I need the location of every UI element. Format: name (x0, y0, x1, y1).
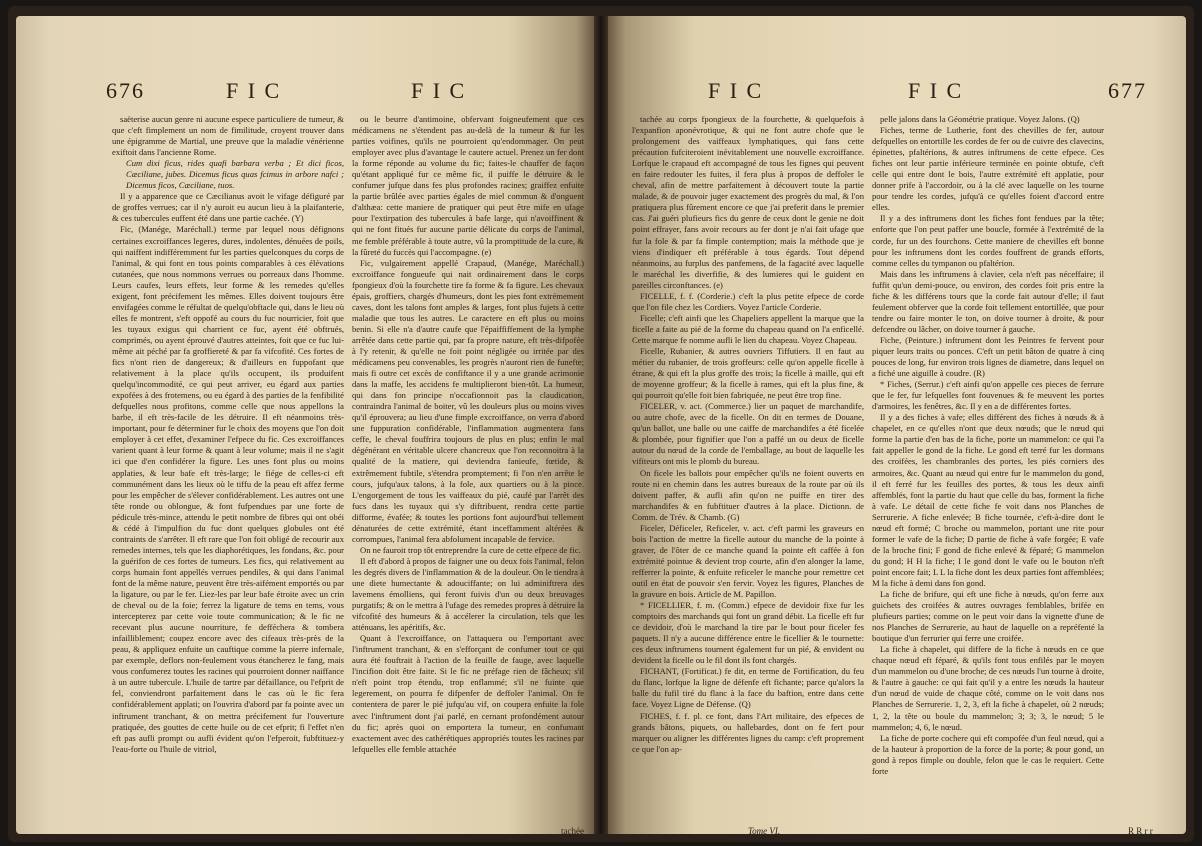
paragraph: Il y a apparence que ce Cæcilianus avoit le vifage défiguré par de groffes verrues; car il n'y auroit eu aucun lieu à la plaifanterie, & ces tubercules euffent été dans une partie cachée. (Y) (112, 191, 344, 224)
paragraph: Quant à l'excroiffance, on l'attaquera ou l'emportant avec l'inftrument tranchant, & en s'efforçant de confumer tout ce qui aura été fouftrait à l'action de la feuille de fauge, avec laquelle l'incifion doit être faite. Si le fic ne préfage rien de fâcheux; s'il n'eft point trop étendu, trop enflammé; s'il ne fuinte que legerement, on pourra fe difpenfer de deffoler l'animal. On fe contentera de parer le pié jufqu'au vif, on coupera enfuite la fole avec l'inftrument dont j'ai parlé, en cernant profondément autour du fic; après quoi on emportera la tumeur, en confumant exactement avec des cathérétiques appropriés toutes les racines par lefquelles elle femble attachée (352, 633, 584, 754)
paragraph: Fic, vulgairement appellé Crapaud, (Manége, Maréchall.) excroiffance fongueufe qui nait ordinairement dans le corps fpongieux d'où la fourchette tire fa forme & fa figure. Les chevaux épais, groffiers, chargés d'humeurs, dont les pies font extrémement caves, dont les talons font amples & larges, font plus fujets à cette maladie que tous les autres. Le caractere en eft plus ou moins benin. Si elle n'a d'autre caufe que l'épaiffiffement de la lymphe arrêtée dans cette partie qui, par fa propre nature, eft très-difpofée à l'y retenir, & qu'elle ne foit point négligée ou irritée par des médicamens peu convenables, les progrès n'auront rien de funefte; mais fi outre cet excès de confiftance il y a une grande acrimonie dans la maffe, les accidens fe multiplieront bien-tôt. La humeur, qui dans fon principe n'occafionnoit pas la claudication, contraindra l'animal de boiter, vû les douleurs plus ou moins vives qu'il éprouvera; au lieu d'une fimple excroiffance, on verra d'abord une fuppuration confidérable, l'inflammation augmentera fans ceffe, le cheval fouffrira toujours de plus en plus; enfin le mal dégénérant en véritable ulcere chancreux que l'on reconnoitra à la qualité de la matiere, qui deviendra fanieufe, fœtide, & extrêmement fubtile, s'étendra promptement; fi l'on n'en arrête le cours, jufqu'aux talons, à la fole, aux quartiers ou à la pince. L'engorgement de tous les vaiffeaux du pié, caufé par l'arrêt des fucs dans les tuyaux qui s'y diftribuent, rendra cette partie difforme, évafée; & toutes les portions font aujourd'hui tellement dénaturées de cette extrémité, étant inceffamment altérées & corrompues, l'animal fera abfolument incapable de fervice. (352, 257, 584, 544)
text-column (872, 114, 1104, 826)
catchword: R R r r (1128, 826, 1153, 834)
paragraph: Fiche, (Peinture.) inftrument dont les Peintres fe fervent pour piquer leurs traits ou ponces. C'eft un petit bâton de quatre à cinq pouces de long, fur environ trois lignes de diametre, dans lequel on a fiché une aiguille à coudre. (R) (872, 334, 1104, 379)
right-page (608, 16, 1186, 834)
text-column (632, 114, 864, 826)
catchword: tachée (561, 826, 584, 834)
paragraph: saëterise aucun genre ni aucune espece particuliere de tumeur, & que c'eft fimplement un nom de fimilitude, croyent trouver dans une épigramme de Martial, une preuve que la maladie vénérienne exiftoit dans l'ancienne Rome. (112, 114, 344, 158)
text-column (112, 114, 344, 826)
running-head-left (16, 78, 594, 108)
open-book (8, 6, 1194, 842)
verse-quote: Cum dixi ficus, rides quafi barbara verba ; Et dici ficos, Cæciliane, jubes. Dicemus ficus quas fcimus in arbore nafci ; Dicemus ficos, Cæciliane, tuos. (126, 158, 344, 191)
paragraph: Ficeler, Déficeler, Reficeler, v. act. c'eft parmi les graveurs en bois l'action de mettre la ficelle autour du manche de la pointe à graver, de l'ôter de ce manche quand la pointe eft caffée à fon extrémité pointue & devient trop courte, afin d'en alonger la lame, refferrer la pointe, & enfuite reficeler le manche pour remettre cet outil en état de pouvoir s'en fervir. Voyez les figures, Planches de la gravure en bois. Article de M. Papillon. (632, 522, 864, 600)
text-column (352, 114, 584, 826)
running-head-text: F I C (226, 78, 282, 103)
paragraph: FICHES, f. f. pl. ce font, dans l'Art militaire, des efpeces de grands bâtons, piquets, ou hallebardes, dont on fe fert pour marquer ou aligner les différentes lignes du camp: c'eft proprement ce que l'on ap- (632, 710, 864, 754)
paragraph: Fic, (Manége, Maréchall.) terme par lequel nous défignons certaines excroiffances legeres, dures, indolentes, dénuées de poils, qui naiffent indifféremment fur les parties quelconques du corps de l'animal, & qui font en tous points comparables à ces élévations cutanées, que nous nommons verrues ou porreaux dans l'homme. Leurs caufes, leurs effets, leur forme & les remedes qu'elles exigent, font précifement les mêmes. Elles doivent toujours être envifagées comme le réfultat de quelqu'obftacle qui, dans le lieu où elles fe montrent, s'eft oppofé au cours du fuc nourricier, foit que les tuyaux exigus qui charrient ce fuc, ayent été obftrués, comprimés, ou ayent éprouvé d'autres atteintes, foit que ce fuc lui-même ait péché par fa groffiereté & par fa vifcofité. Ces fortes de fics n'ont rien de dangereux; & d'ailleurs en fuppofant que relativement à la place qu'ils occupent, ils produifent quelqu'incommodité, ce qui peut arriver, eu égard aux parties expofées à des frotemens, ou eu égard à des parties de la fenfibilité defquelles nous profitons, comme celle que nous appellons la barbe, il eft très-facile de les détruire. Il eft néanmoins très-important, pour fe déterminer fur le choix des moyens que l'on doit employer à cet effet, d'examiner l'efpece du fic. Ces excroiffances varient quant à leur forme & quant à leur volume; mais il ne s'agit ici que d'en confidérer la figure. Les unes font plus ou moins applaties, & leur bafe eft très-large; le fiége de celles-ci eft communément dans les lieux où le tiffu de la peau eft affez ferme pour les empêcher de s'élever confidérablement. Les autres ont une tête ronde ou oblongue, & font fufpendues par une forte de pédicule très-mince, attendu le petit nombre de fibres qui ont obéi & cédé à l'impulfion du fuc dont quelques globules ont été contraints de s'arrêter. Il eft rare que l'on foit obligé de recourir aux remedes internes, tels que les diaphorétiques, les fondans, &c. pour la guérifon de ces fortes de tumeurs. Les fics, qui relativement au corps humain font appellés verrues pendiles, & qui dans l'animal font de la même nature, peuvent être très-aifément emportés ou par la ligature, ou par le fer. Liez-les par leur bafe étroite avec un crin de cheval ou de la foie; ferrez la ligature de tems en tems, vous intercepterez par cette voie toute communication; & le fic ne recevant plus aucune nourriture, fe defféchera & tombera infailliblement; coupez encore avec des cifeaux très-près de la peau, & appliquez enfuite un cauftique comme la pierre infernale, par exemple, deflors non-feulement vous étancherez le fang, mais vous confumerez toutes les racines qui pourroient donner naiffance à un autre tubercule. L'huile de tartre par défaillance, ou l'efprit de fel, conviendront parfaitement dans le cas où le fic fera confidérablement applati; on l'ouvrira d'abord par fa pointe avec un inftrument tranchant, & on mettra précifement fur l'ouverture pratiquée, des gouttes de cette huile ou de cet efprit; fi l'effet n'en eft pas aufli prompt ou aufli évident qu'on l'efperoit, fubftituez-y l'eau-forte ou l'huile de vitriol, (112, 224, 344, 754)
paragraph: tachée au corps fpongieux de la fourchette, & quelquefois à l'expanfion aponévrotique, & qui ne font autre chofe que le prolongement des vaiffeaux lymphatiques, qui fans cette précaution fufciteroient inévitablement une nouvelle excroiffance. Lorfque le crapaud eft accompagné de tous les fignes qui peuvent en faire redouter les fuites, il fera plus à propos de deffoler le cheval, afin de mettre parfaitement à découvert toute la partie malade, & de pouvoir juger exactement des progrès du mal, & l'on pratiquera plus fûrement encore ce que j'ai preferit dans le premier cas. J'ai guéri plufieurs fics du genre de ceux dont le genie ne doit point effrayer, fans avoir recours au fer dont je n'ai fait ufage que fur la fole & par fa fimple contemption; mais la méthode que je viens d'indiquer eft préférable à tous égards. Tout dépend néanmoins, au furplus des panfemens, de la fagacité avec laquelle le maréchal les diverfifie, & des lumieres qui le guident en pareilles circonftances. (e) (632, 114, 864, 290)
paragraph: On ne fauroit trop tôt entreprendre la cure de cette efpece de fic. (360, 544, 581, 555)
paragraph: Il y a des inftrumens dont les fiches font fendues par la tête; enforte que l'on peut paffer une boucle, formée à l'extrémité de la corde, fur un des fourchons. Cette maniere de chevilles eft bonne pour les inftrumens dont les cordes fouffrent de grands efforts, comme celles du tympanon ou pfaltérion. (872, 213, 1104, 268)
paragraph: pelle jalons dans la Géométrie pratique. Voyez Jalons. (Q) (880, 114, 1080, 124)
paragraph: * Fiches, (Serrur.) c'eft ainfi qu'on appelle ces pieces de ferrure que le fer, fur lefquelles font fouvenues & fe meuvent les portes d'armoires, les fenêtres, &c. Il y en a de différentes fortes. (872, 379, 1104, 412)
running-head-text: F I C (411, 78, 467, 103)
running-head-text: F I C (708, 78, 764, 103)
paragraph: Ficelle, Rubanier, & autres ouvriers Tiffutiers. Il en faut au métier du rubanier, de trois groffeurs: celle qu'on appelle ficelle à étrane, & qui eft la plus groffe des trois; la ficelle à maille, qui eft de moyenne groffeur; & la ficelle à rames, qui eft la plus fine, & qui pourroit qu'elle foit bien fabriquée, ne peut être trop fine. (632, 345, 864, 401)
paragraph: Il y a des fiches à vafe; elles différent des fiches à nœuds & à chapelet, en ce qu'elles n'ont que deux nœuds; que le nœud qui forme la partie d'en bas de la fiche, porte un mammelon: ce qui l'a fait appeller le gond de la fiche. Le gond eft terré fur les dormans des croifées, les chambranles des portes, les piés corniers des armoires, &c. Quant au nœud qui entre fur le mammelon du gond, il eft ferré fur les feuilles des portes, & tous les deux ainfi affemblés, font la partie du haut que celle du bas, forment la fiche à vafe. Le détail de cette fiche fe voit dans nos Planches de Serrurerie. A fiche enlevée; B fiche tournée, c'eft-à-dire dont le nœud eft formé; C broche ou mammelon, portant une rite pour former le vafe de la fiche; D partie de fiche à vafe forgée; E vafe de la broche fini; F gond de fiche enlevé & féparé; G mammelon du gond; H H la fiche; I le gond dont le vafe ou le bouton n'eft point encore fait; L L la fiche dont les deux parties font affemblées; M la fiche à demi dans fon gond. (872, 412, 1104, 588)
running-head-text: F I C (908, 78, 964, 103)
paragraph: FICHANT, (Fortificat.) fe dit, en terme de Fortification, du feu du flanc, lorfque la ligne de défenfe eft fichante; parce qu'alors la balle du fufil tiré du flanc à la face du baftion, entre dans cette face. Voyez Ligne de Défense. (Q) (632, 666, 864, 710)
paragraph: La fiche de brifure, qui eft une fiche à nœuds, qu'on ferre aux guichets des croifées & autres ouvrages femblables, brifée en plufieurs parties; comme on le peut voir dans la vignette d'une de nos Planches de Serrurerie, au haut de laquelle on a repréfenté la boutique d'un ferrurier qui ferre une croifée. (872, 589, 1104, 644)
paragraph: Mais dans les inftrumens à clavier, cela n'eft pas néceffaire; il fuffit qu'un demi-pouce, ou environ, des cordes foit pris entre la fiche & les différens tours que la corde fait autour d'elle; il faut feulement obferver que la corde foit tellement entortillée, que pour tendre ou faire monter le ton, on doive tourner à droite, & pour defcendre ou lâcher, on doive tourner à gauche. (872, 268, 1104, 334)
running-head-right (608, 78, 1186, 108)
paragraph: La fiche de porte cochere qui eft compofée d'un feul nœud, qui a de la hauteur à proportion de la force de la porte; & pour gond, un gond à repos fimple ou double, felon que le cas le requiert. Cette forte (872, 732, 1104, 776)
paragraph: FICELLE, f. f. (Corderie.) c'eft la plus petite efpece de corde que l'on file chez les Cordiers. Voyez l'article Corderie. (632, 290, 864, 312)
signature-mark: Tome VI. (748, 826, 781, 834)
paragraph: Fiches, terme de Lutherie, font des chevilles de fer, autour defquelles on entortille les cordes de fer ou de cuivre des clavecins, épinettes, pfaltérions, & autres inftrumens de cette efpece. Ces fiches ont leur partie inférieure terminée en pointe obtufe, c'eft celle qui entre dont le bois, l'autre extrémité eft applatie, pour donner prife à l'accordoir, ou à la clé avec laquelle on les tourne pour tendre les cordes, jufqu'à ce qu'elles foient d'accord entre elles. (872, 125, 1104, 213)
paragraph: On ficele les ballots pour empêcher qu'ils ne foient ouverts en route ni en chemin dans les autres bureaux de la route par où ils doivent paffer, & aufli afin qu'on ne puiffe en tirer des marchandifes & en fubftituer d'autres à la place. Dictionn. de Comm. de Trév. & Chamb. (G) (632, 467, 864, 522)
page-number: 677 (1108, 78, 1147, 103)
paragraph: La fiche à chapelet, qui differe de la fiche à nœuds en ce que chaque nœud eft féparé, & qu'ils font tous enfilés par le moyen d'un mammelon ou d'une broche; de ces nœuds l'un tourne à droite, & l'autre à gauche: ce qui fait qu'il y a entre les nœuds la hauteur d'un nœud de vuide de chaque côté, comme on le voit dans nos Planches de Serrurerie. 1, 2, 3, eft la fiche à chapelet, où 2 nœuds; 1, 2, la tête ou boule du mammelon; 3; 3; 3, le nœud; 5 le mammelon; 4, 6, le nœud. (872, 644, 1104, 732)
paragraph: Ficelle; c'eft ainfi que les Chapeliers appellent la marque que la ficelle a faite au pié de la forme du chapeau quand on l'a enficellé. Cette marque fe nomme aufli le lien du chapeau. Voyez Chapeau. (632, 312, 864, 345)
paragraph: ou le beurre d'antimoine, obfervant foigneufement que ces médicamens ne s'étendent pas au-delà de la tumeur & fur les parties voifines, qu'ils ne pourroient qu'endommager. On peut employer avec plus d'avantage le cautere actuel. Prenez un fer dont la forme réponde au volume du fic; faites-le chauffer de façon qu'étant appliqué fur ce même fic, il puiffe le détruire & le confumer jufque dans fes plus profondes racines; graiffez enfuite la partie brûlée avec parties égales de miel commun & d'onguent d'althæa: cette maniere de pratiquer qui peut être mife en ufage pour l'extirpation des tubercules à bafe large, qui n'avoiffinent & qui ne font fitués fur aucune partie délicate du corps de l'animal, me femble préférable à toute autre, vû la promptitude de la cure, & la fûreté du fuccès qui l'accompagne. (e) (352, 114, 584, 257)
book-gutter (594, 16, 608, 834)
paragraph: FICELER, v. act. (Commerce.) lier un paquet de marchandife, ou autre chofe, avec de la ficelle. On dit en termes de Douane, qu'un ballot, une balle ou une caiffe de marchandifes a été ficelée & plombée, pour fignifier que l'on a paffé un ou deux de ficelle autour du nœud de la corde de l'emballage, au bout de laquelle les vifiteurs ont mis le plomb du bureau. (632, 401, 864, 467)
left-page (16, 16, 594, 834)
paragraph: Il eft d'abord à propos de faigner une ou deux fois l'animal, felon les degrés divers de l'inflammation & de la douleur. On le tiendra à une diete humectante & adouciffante; on lui adminiftrera des lavemens émolliens, qui feront fuivis d'un ou deux breuvages purgatifs; & on le mettra à l'ufage des remedes propres à détruire la vifcofité des humeurs & à accélerer la circulation, tels que les atténuans, les apéritifs, &c. (352, 555, 584, 633)
page-number: 676 (106, 78, 145, 103)
paragraph: * FICELLIER, f. m. (Comm.) efpece de devidoir fixe fur les comptoirs des marchands qui font un grand débit. La ficelle eft fur ce devidoir, d'où le marchand la tire par le bout pour ficeler fes paquets. Il n'y a aucune différence entre le ficellier & le tournette: ces deux inftrumens tournent également fur un pié, & envident ou devident la ficelle ou le fil dont ils font chargés. (632, 600, 864, 666)
